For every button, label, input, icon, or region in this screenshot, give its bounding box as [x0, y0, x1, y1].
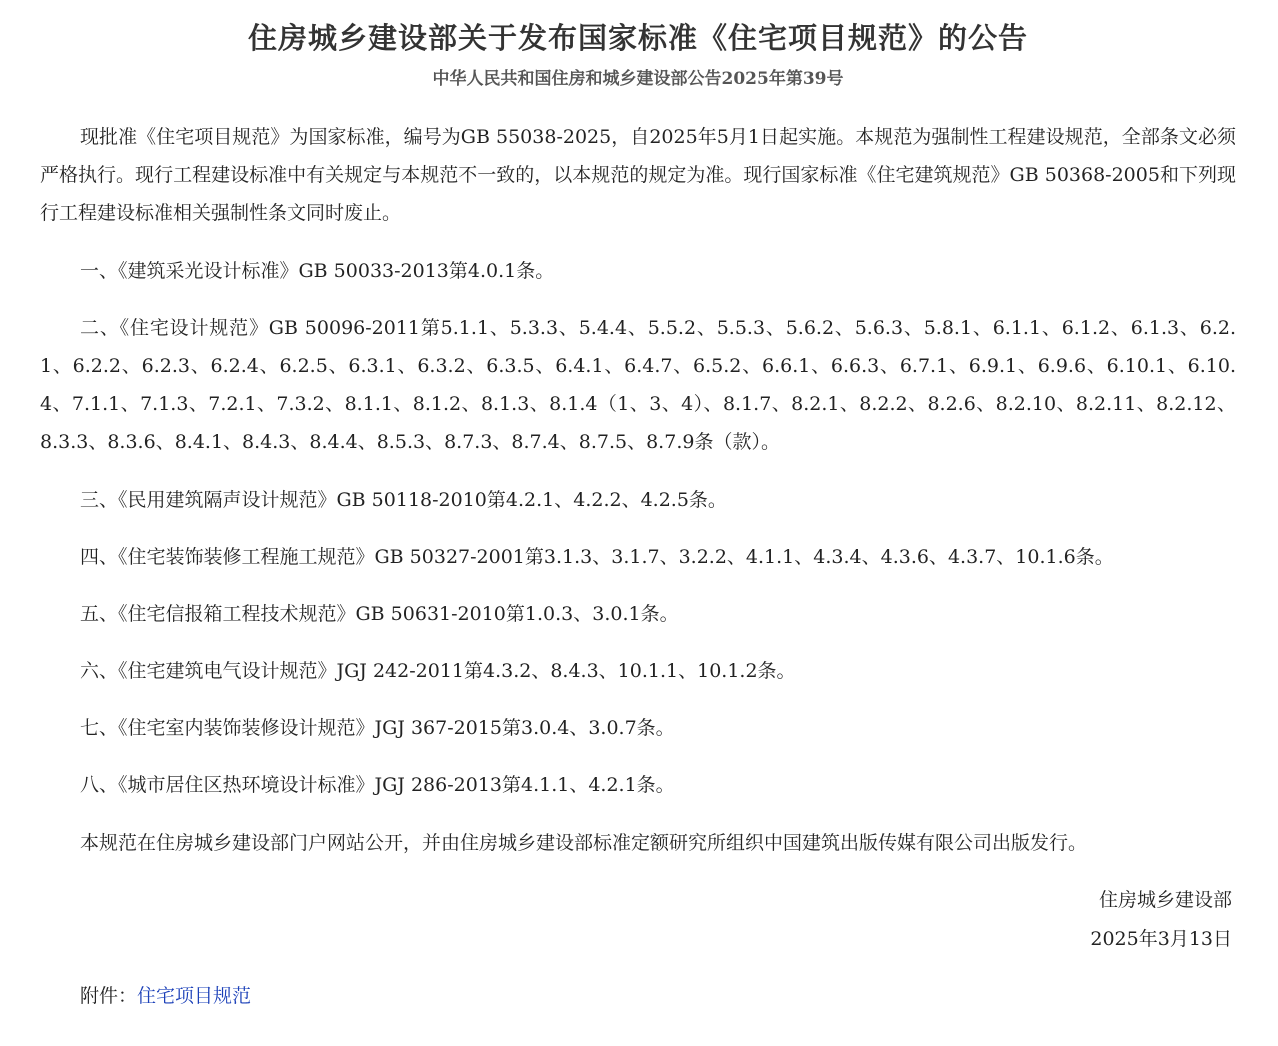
- signature-date: 2025年3月13日: [1090, 928, 1232, 950]
- page-title: 住房城乡建设部关于发布国家标准《住宅项目规范》的公告: [247, 21, 1028, 55]
- publish-note-paragraph: 本规范在住房城乡建设部门户网站公开，并由住房城乡建设部标准定额研究所组织中国建筑出版传媒有限公司出版发行。: [80, 832, 1088, 854]
- attachment-link[interactable]: 住宅项目规范: [137, 985, 252, 1007]
- repealed-standard-item: 五、《住宅信报箱工程技术规范》GB 50631-2010第1.0.3、3.0.1条。: [80, 603, 679, 625]
- page-subtitle: 中华人民共和国住房和城乡建设部公告2025年第39号: [432, 69, 844, 89]
- repealed-standard-item: 六、《住宅建筑电气设计规范》JGJ 242-2011第4.3.2、8.4.3、10.1.1、10.1.2条。: [80, 660, 796, 682]
- attachment-label: 附件：: [80, 985, 138, 1007]
- repealed-standard-item: 一、《建筑采光设计标准》GB 50033-2013第4.0.1条。: [80, 260, 555, 282]
- signature-org: 住房城乡建设部: [1098, 889, 1232, 911]
- repealed-standard-item: 四、《住宅装饰装修工程施工规范》GB 50327-2001第3.1.3、3.1.7、3.2.2、4.1.1、4.3.4、4.3.6、4.3.7、10.1.6条。: [80, 546, 1114, 568]
- repealed-standard-item: 三、《民用建筑隔声设计规范》GB 50118-2010第4.2.1、4.2.2、4.2.5条。: [80, 489, 727, 511]
- intro-paragraph: 现批准《住宅项目规范》为国家标准，编号为GB 55038-2025，自2025年5月1日起实施。本规范为强制性工程建设规范，全部条文必须严格执行。现行工程建设标准中有关规定与本规范不一致的，以本规范的规定为准。现行国家标准《住宅建筑规范》GB 50368-2005和下列现行工程建设标准相关强制性条文同时废止。: [40, 126, 1236, 224]
- repealed-standard-item: 七、《住宅室内装饰装修设计规范》JGJ 367-2015第3.0.4、3.0.7条。: [80, 717, 675, 739]
- attachment-line: [80, 977, 251, 1015]
- repealed-standard-item: 二、《住宅设计规范》GB 50096-2011第5.1.1、5.3.3、5.4.4、5.5.2、5.5.3、5.6.2、5.6.3、5.8.1、6.1.1、6.1.2、6.1.3、6.2.1、6.2.2、6.2.3、6.2.4、6.2.5、6.3.1、6.3.2、6.3.5、6.4.1、6.4.7、6.5.2、6.6.1、6.6.3、6.7.1、6.9.1、6.9.6、6.10.1、6.10.4、7.1.1、7.1.3、7.2.1、7.3.2、8.1.1、8.1.2、8.1.3、8.1.4（1、3、4）、8.1.7、8.2.1、8.2.2、8.2.6、8.2.10、8.2.11、8.2.12、8.3.3、8.3.6、8.4.1、8.4.3、8.4.4、8.5.3、8.7.3、8.7.4、8.7.5、8.7.9条（款）。: [40, 317, 1236, 453]
- repealed-standard-item: 八、《城市居住区热环境设计标准》JGJ 286-2013第4.1.1、4.2.1条。: [80, 774, 675, 796]
